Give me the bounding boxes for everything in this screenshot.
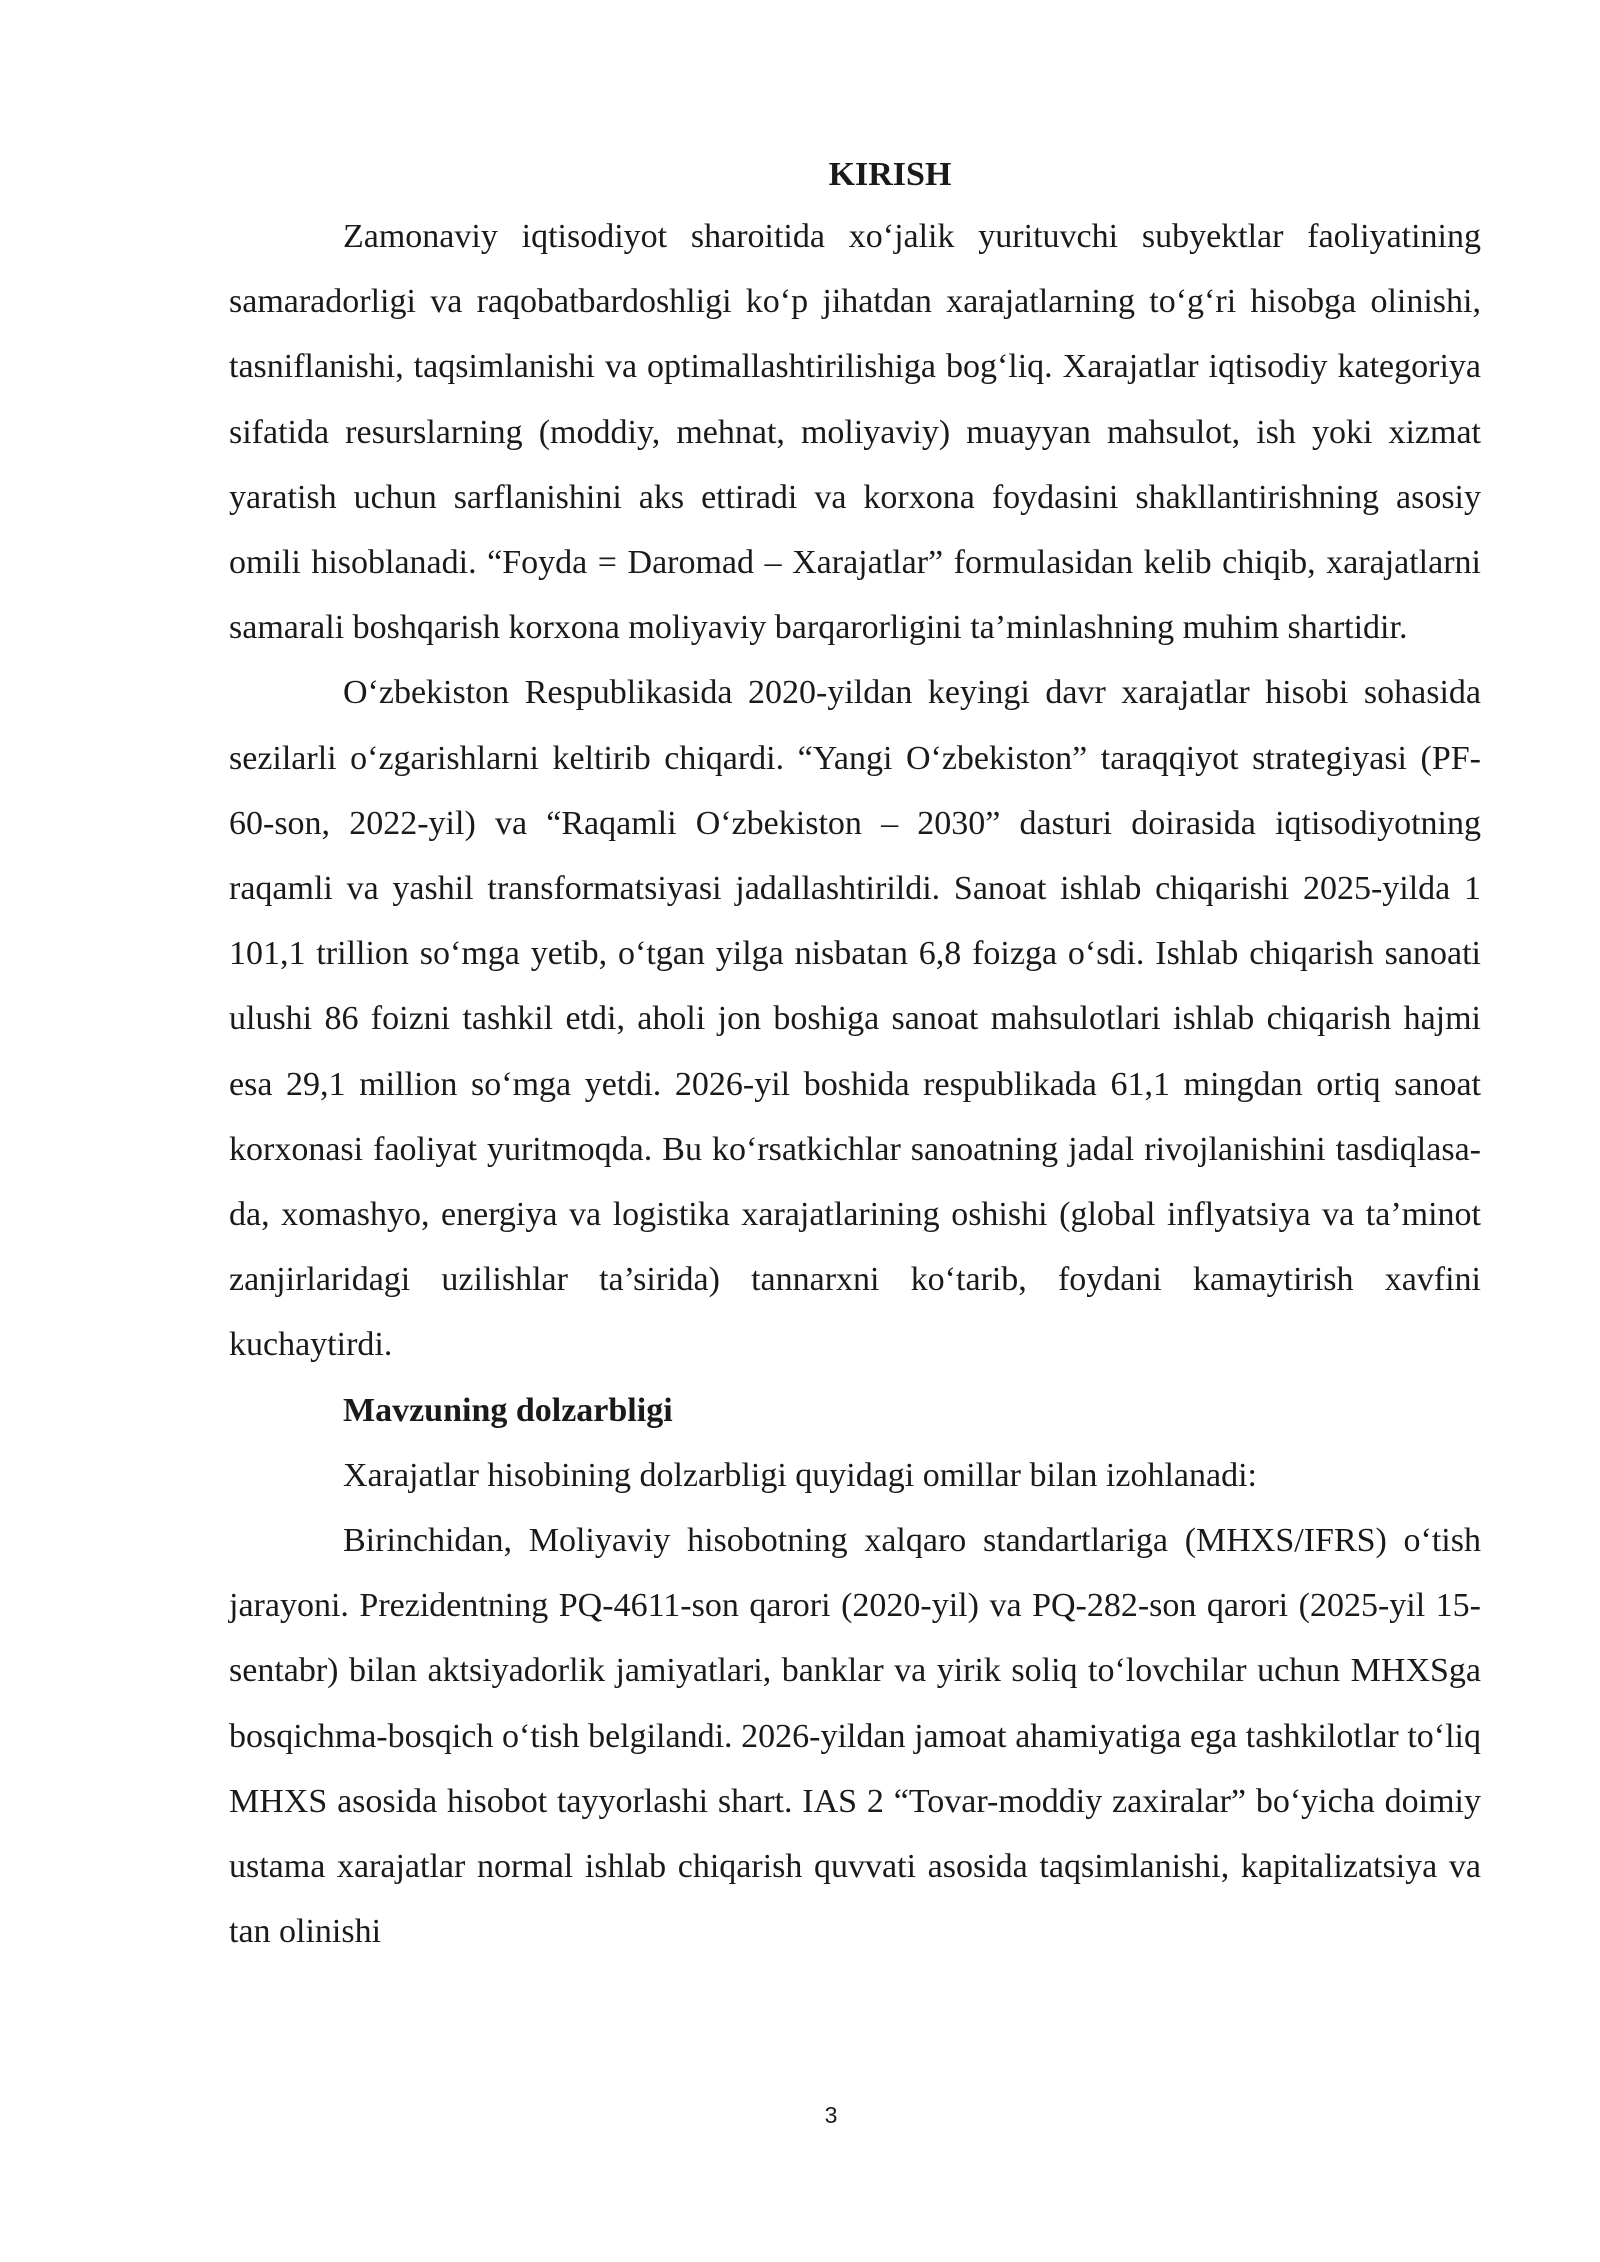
page-number: 3 <box>824 2102 838 2128</box>
paragraph-intro: Zamonaviy iqtisodiyot sharoitida xo‘jalik yurituvchi subyektlar faoliyatining samaradorligi va raqobatbardoshligi ko‘p jihatdan xarajatlarning to‘g‘ri hisobga olinishi, tasniflanishi, taqsimlanishi va optimallashtirilishiga bog‘liq. Xarajatlar iqtisodiy kategoriya sifatida resurslarning (moddiy, mehnat, moliyaviy) muayyan mahsulot, ish yoki xizmat yaratish uchun sarflanishini aks ettiradi va korxona foydasini shakllantirishning asosiy omili hisoblanadi. “Foyda = Daromad – Xarajatlar” formulasidan kelib chiqib, xarajatlarni samarali boshqarish korxona moliyaviy barqarorligini ta’minlashning muhim shartidir. <box>229 218 1481 647</box>
section-heading-relevance: Mavzuning dolzarbligi <box>343 1391 673 1429</box>
page-content <box>229 146 1481 1964</box>
paragraph-uzbekistan-context: O‘zbekiston Respublikasida 2020-yildan keyingi davr xarajatlar hisobi sohasida sezilarli o‘zgarishlarni keltirib chiqardi. “Yangi O‘zbekiston” taraqqiyot strategiyasi (PF-60-son, 2022-yil) va “Raqamli O‘zbekiston – 2030” dasturi doirasida iqtisodiyotning raqamli va yashil transformatsiyasi jadallashtirildi. Sanoat ishlab chiqarishi 2025-yilda 1 101,1 trillion so‘mga yetib, o‘tgan yilga nisbatan 6,8 foizga o‘sdi. Ishlab chiqarish sanoati ulushi 86 foizni tashkil etdi, aholi jon boshiga sanoat mahsulotlari ishlab chiqarish hajmi esa 29,1 million so‘mga yetdi. 2026-yil boshida respublikada 61,1 mingdan ortiq sanoat korxonasi faoliyat yuritmoqda. Bu ko‘rsatkichlar sanoatning jadal rivojlanishini tasdiqlasa-da, xomashyo, energiya va logistika xarajatlarining oshishi (global inflyatsiya va ta’minot zanjirlaridagi uzilishlar ta’sirida) tannarxni ko‘tarib, foydani kamaytirish xavfini kuchaytirdi. <box>229 674 1481 1364</box>
paragraph-first-factor: Birinchidan, Moliyaviy hisobotning xalqaro standartlariga (MHXS/IFRS) o‘tish jarayoni. Prezidentning PQ-4611-son qarori (2020-yil) va PQ-282-son qarori (2025-yil 15-sentabr) bilan aktsiyadorlik jamiyatlari, banklar va yirik soliq to‘lovchilar uchun MHXSga bosqichma-bosqich o‘tish belgilandi. 2026-yildan jamoat ahamiyatiga ega tashkilotlar to‘liq MHXS asosida hisobot tayyorlashi shart. IAS 2 “Tovar-moddiy zaxiralar” bo‘yicha doimiy ustama xarajatlar normal ishlab chiqarish quvvati asosida taqsimlanishi, kapitalizatsiya va tan olinishi <box>229 1522 1481 1951</box>
page-title: KIRISH <box>828 156 952 193</box>
paragraph-relevance-factors: Xarajatlar hisobining dolzarbligi quyidagi omillar bilan izohlanadi: <box>343 1456 1257 1494</box>
